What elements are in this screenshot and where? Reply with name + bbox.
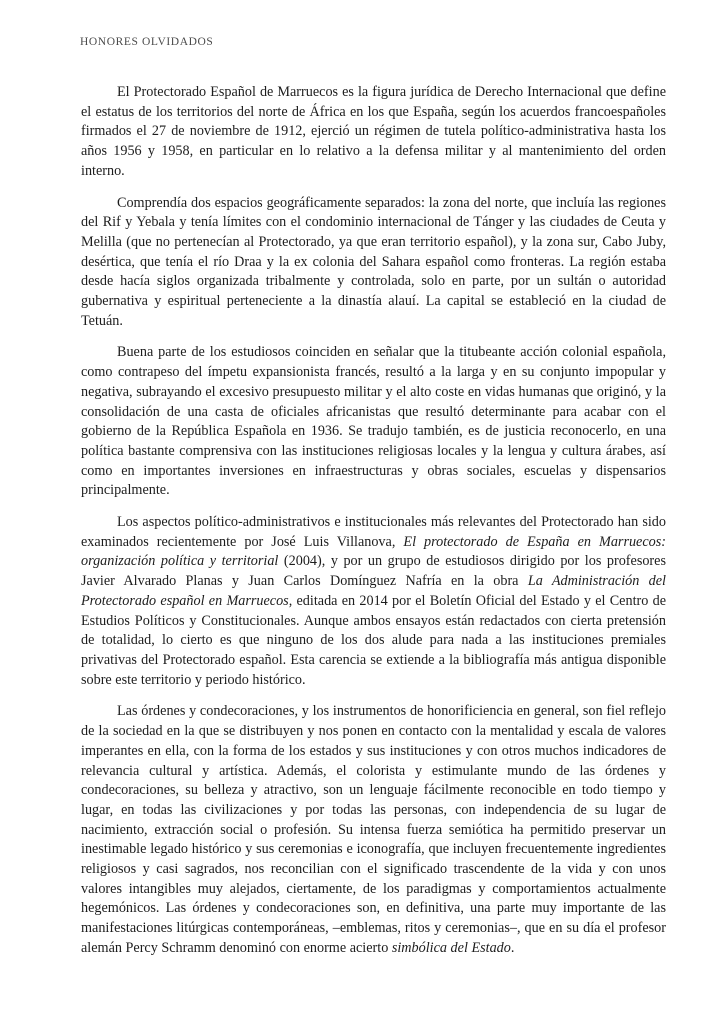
- paragraph-5: [81, 702, 666, 958]
- paragraph-4-text-2: (2004), y por un grupo de estudiosos dirigido por los profesores Javier Alvarado Planas y Juan Carlos Domínguez Nafría en la obra: [81, 553, 666, 590]
- paragraph-4: [81, 513, 666, 690]
- paragraph-2: Comprendía dos espacios geográficamente separados: la zona del norte, que incluía las regiones del Rif y Yebala y tenía límites con el condominio internacional de Tánger y las ciudades de Ceuta y Melilla (que no pertenecían al Protectorado, ya que eran territorio español), y la zona sur, Cabo Juby, desértica, que tenía el río Draa y la ex colonia del Sahara español como fronteras. La región estaba desde hacía siglos organizada tribalmente y controlada, solo en parte, por un sultán o autoridad gubernativa y espiritual perteneciente a la dinastía alauí. La capital se estableció en la ciudad de Tetuán.: [81, 194, 666, 329]
- paragraph-4-text-3: , editada en 2014 por el Boletín Oficial del Estado y el Centro de Estudios Políticos y Constitucionales. Aunque ambos ensayos están redactados con cierta pretensión de totalidad, lo cierto es que ninguno de los dos alude para nada a las instituciones premiales privativas del Protectorado español. Esta carencia se extiende a la bibliografía más antigua disponible sobre este territorio y periodo histórico.: [81, 592, 666, 688]
- paragraph-5-text-1: Las órdenes y condecoraciones, y los instrumentos de honorificiencia en general, son fiel reflejo de la sociedad en la que se distribuyen y nos ponen en contacto con la mentalidad y escala de valores imperantes en ella, con la forma de los estados y sus instituciones y con otros muchos indicadores de relevancia cultural y artística. Además, el colorista y estimulante mundo de las órdenes y condecoraciones, su belleza y atractivo, son un lenguaje fácilmente reconocible en todo tiempo y lugar, en todas las civilizaciones y por todas las personas, con independencia de su lugar de nacimiento, extracción social o profesión. Su intensa fuerza semiótica ha permitido preservar un inestimable legado histórico y sus ceremonias e iconografía, que incluyen frecuentemente ingredientes religiosos y casi sagrados, nos reconcilian con el significado trascendente de la vida y con unos valores intangibles muy alejados, ciertamente, de los paradigmas y comportamientos actualmente hegemónicos. Las órdenes y condecoraciones son, en definitiva, una parte muy importante de las manifestaciones litúrgicas contemporáneas, –emblemas, ritos y ceremonias–, que en su día el profesor alemán Percy Schramm denominó con enorme acierto: [81, 703, 666, 956]
- paragraph-3: Buena parte de los estudiosos coinciden en señalar que la titubeante acción colonial española, como contrapeso del ímpetu expansionista francés, resultó a la larga y en su conjunto impopular y negativa, subrayando el excesivo presupuesto militar y el alto coste en vidas humanas que originó, y la consolidación de una casta de oficiales africanistas que resultó determinante para acabar con el gobierno de la República Española en 1936. Se tradujo también, es de justicia reconocerlo, en una política bastante comprensiva con las instituciones religiosas locales y la lengua y cultura árabes, así como en importantes inversiones en infraestructuras y obras sociales, escuelas y dispensarios principalmente.: [81, 344, 666, 499]
- paragraph-4-text-1: Los aspectos político-administrativos e institucionales más relevantes del Protectorado han sido examinados recientemente por José Luis Villanova,: [81, 514, 666, 550]
- paragraph-1: El Protectorado Español de Marruecos es la figura jurídica de Derecho Internacional que define el estatus de los territorios del norte de África en los que España, según los acuerdos francoespañoles firmados el 27 de noviembre de 1912, ejerció un régimen de tutela político-administrativa hasta los años 1956 y 1958, en particular en lo relativo a la defensa militar y al mantenimiento del orden interno.: [81, 84, 666, 179]
- running-head: HONORES OLVIDADOS: [80, 36, 214, 48]
- page-body: [81, 83, 666, 959]
- paragraph-5-text-2: .: [510, 939, 515, 956]
- term-simbolica-del-estado: simbólica del Estado: [391, 939, 511, 956]
- book-title-villanova: El protectorado de España en Marruecos: organización política y territorial: [81, 533, 666, 570]
- book-title-administracion: La Administración del Protectorado español en Marruecos: [81, 573, 666, 609]
